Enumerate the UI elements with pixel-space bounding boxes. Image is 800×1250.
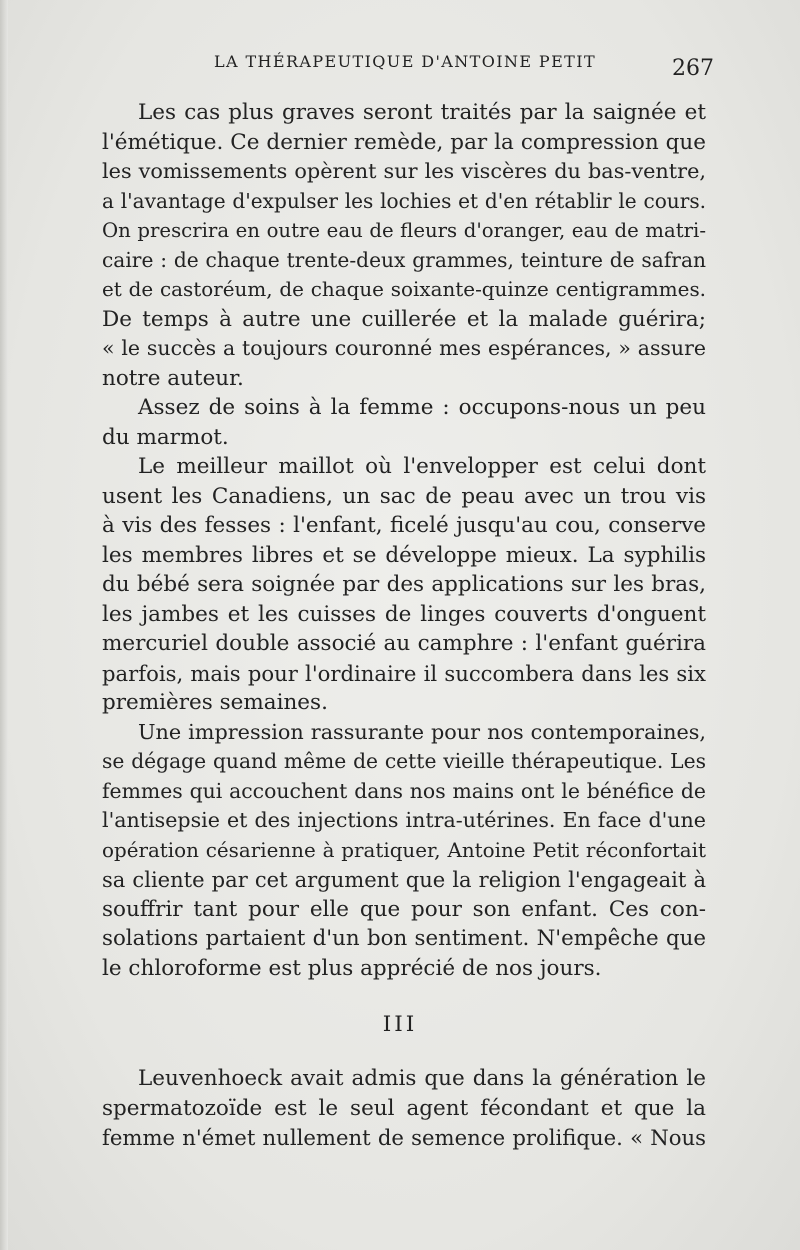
text-line: Les cas plus graves seront traités par la saignée et — [138, 100, 706, 125]
running-title: LA THÉRAPEUTIQUE D'ANTOINE PETIT — [214, 52, 597, 71]
paragraph — [102, 98, 706, 393]
text-line: se dégage quand même de cette vieille thérapeutique. Les — [102, 749, 706, 773]
text-line: les vomissements opèrent sur les viscères du bas-ventre, — [102, 159, 706, 183]
running-head — [0, 52, 800, 81]
text-line: notre auteur. — [102, 365, 244, 391]
text-line: caire : de chaque trente-deux grammes, teinture de safran — [102, 247, 706, 272]
text-line: De temps à autre une cuillerée et la malade guérira; — [102, 306, 706, 332]
page-number: 267 — [672, 56, 714, 81]
text-line: solations partaient d'un bon sentiment. N'empêche que — [102, 926, 706, 951]
text-line: le chloroforme est plus apprécié de nos jours. — [102, 955, 602, 981]
text-line: à vis des fesses : l'enfant, ficelé jusqu'au cou, conserve — [102, 513, 706, 538]
paragraph — [102, 452, 706, 718]
text-line: femme n'émet nullement de semence prolifique. « Nous — [102, 1125, 706, 1150]
text-line: Le meilleur maillot où l'envelopper est celui dont — [138, 454, 706, 479]
text-line: spermatozoïde est le seul agent fécondant et que la — [102, 1095, 706, 1121]
text-line: du bébé sera soignée par des applications sur les bras, — [102, 572, 706, 597]
text-line: a l'avantage d'expulser les lochies et d'en rétablir le cours. — [102, 188, 706, 213]
text-line: usent les Canadiens, un sac de peau avec un trou vis — [102, 483, 706, 509]
text-line: opération césarienne à pratiquer, Antoine Petit réconfortait — [102, 838, 706, 862]
text-line: Assez de soins à la femme : occupons-nous un peu — [138, 395, 706, 420]
body-text — [102, 98, 706, 983]
text-line: mercuriel double associé au camphre : l'enfant guérira — [102, 631, 706, 656]
text-line: les membres libres et se développe mieux. La syphilis — [102, 542, 706, 568]
text-line: On prescrira en outre eau de fleurs d'oranger, eau de matri- — [102, 219, 706, 242]
text-line: premières semaines. — [102, 690, 328, 715]
section-paragraph — [102, 1064, 706, 1153]
text-line: et de castoréum, de chaque soixante-quinze centigrammes. — [102, 278, 706, 301]
text-line: souffrir tant pour elle que pour son enfant. Ces con- — [102, 896, 706, 922]
text-line: Une impression rassurante pour nos contemporaines, — [138, 719, 706, 744]
text-line: femmes qui accouchent dans nos mains ont le bénéfice de — [102, 778, 706, 803]
text-line: du marmot. — [102, 424, 229, 450]
text-line: Leuvenhoeck avait admis que dans la génération le — [138, 1066, 706, 1091]
text-line: l'émétique. Ce dernier remède, par la compression que — [102, 129, 706, 155]
page-edge-shadow — [0, 0, 8, 1250]
section-number: III — [382, 1012, 418, 1037]
text-line: « le succès a toujours couronné mes espérances, » assure — [102, 336, 706, 360]
paragraph — [102, 393, 706, 452]
paragraph — [102, 718, 706, 984]
text-line: les jambes et les cuisses de linges couverts d'onguent — [102, 601, 706, 627]
text-line: sa cliente par cet argument que la religion l'engageait à — [102, 867, 706, 892]
text-line: l'antisepsie et des injections intra-utérines. En face d'une — [102, 808, 706, 832]
text-line: parfois, mais pour l'ordinaire il succombera dans les six — [102, 660, 706, 686]
